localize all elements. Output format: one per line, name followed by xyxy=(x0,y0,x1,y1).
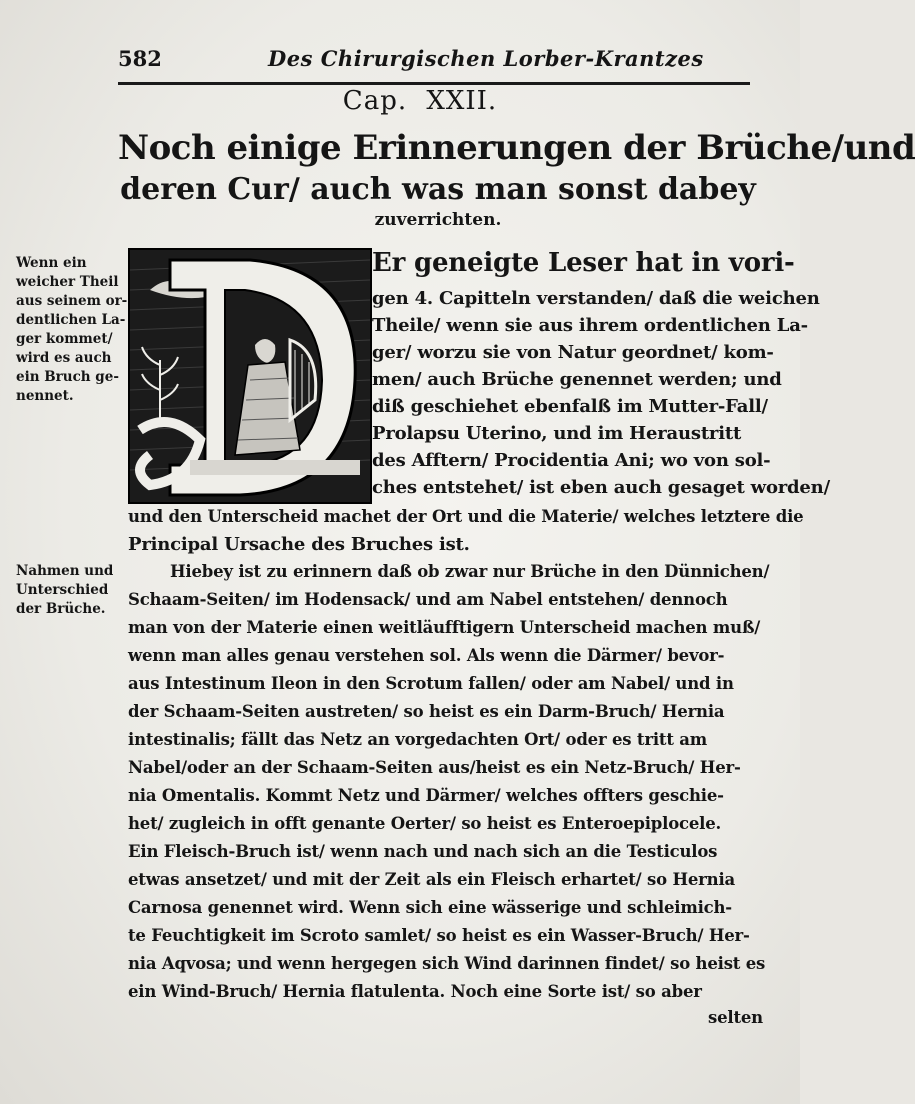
woodcut-initial-illustration xyxy=(130,250,370,502)
margin-note-line: wird es auch xyxy=(16,350,112,366)
chapter-label: Cap. xyxy=(342,86,408,116)
body-line-2: gen 4. Capitteln verstanden/ daß die weichen xyxy=(372,288,820,309)
margin-note-line: ein Bruch ge- xyxy=(16,369,119,385)
chapter-title-line-3: zuverrichten. xyxy=(374,210,502,230)
body-line-23: etwas ansetzet/ und mit der Zeit als ein Fleisch erhartet/ so Hernia xyxy=(128,870,736,889)
woodcut-initial-letter xyxy=(128,248,372,504)
margin-note-line: weicher Theil xyxy=(16,274,119,290)
chapter-title-line-2: deren Cur/ auch was man sonst dabey xyxy=(120,172,756,207)
margin-note-line: Nahmen und xyxy=(16,563,114,579)
body-line-26: nia Aqvosa; und wenn hergegen sich Wind darinnen findet/ so heist es xyxy=(128,954,766,973)
margin-note-line: Wenn ein xyxy=(16,255,87,271)
body-line-27: ein Wind-Bruch/ Hernia flatulenta. Noch eine Sorte ist/ so aber xyxy=(128,982,702,1001)
chapter-number: XXII. xyxy=(426,86,498,116)
body-line-18: intestinalis; fällt das Netz an vorgedachten Ort/ oder es tritt am xyxy=(128,730,708,749)
margin-note-line: dentlichen La- xyxy=(16,312,126,328)
body-line-12: Hiebey ist zu erinnern daß ob zwar nur Brüche in den Dünnichen/ xyxy=(170,562,770,581)
catchword: selten xyxy=(708,1008,763,1027)
body-line-20: nia Omentalis. Kommt Netz und Därmer/ welches offters geschie- xyxy=(128,786,724,805)
body-line-17: der Schaam-Seiten austreten/ so heist es ein Darm-Bruch/ Hernia xyxy=(128,702,725,721)
body-line-25: te Feuchtigkeit im Scroto samlet/ so heist es ein Wasser-Bruch/ Her- xyxy=(128,926,750,945)
page-header xyxy=(118,44,748,76)
body-line-19: Nabel/oder an der Schaam-Seiten aus/heist es ein Netz-Bruch/ Her- xyxy=(128,758,741,777)
chapter-title-line-1: Noch einige Erinnerungen der Brüche/und xyxy=(118,128,915,168)
header-rule xyxy=(118,82,750,85)
body-line-1: Er geneigte Leser hat in vori- xyxy=(372,248,795,278)
body-line-4: ger/ worzu sie von Natur geordnet/ kom- xyxy=(372,342,774,363)
margin-note-line: ger kommet/ xyxy=(16,331,113,347)
margin-note-line: aus seinem or- xyxy=(16,293,128,309)
body-line-6: diß geschiehet ebenfalß im Mutter-Fall/ xyxy=(372,396,768,417)
body-line-14: man von der Materie einen weitläufftigern Unterscheid machen muß/ xyxy=(128,618,761,637)
margin-note-2 xyxy=(16,562,113,619)
body-line-9: ches entstehet/ ist eben auch gesaget worden/ xyxy=(372,477,830,498)
body-line-3: Theile/ wenn sie aus ihrem ordentlichen La- xyxy=(372,315,808,336)
margin-note-1 xyxy=(16,254,127,406)
body-line-22: Ein Fleisch-Bruch ist/ wenn nach und nach sich an die Testiculos xyxy=(128,842,718,861)
body-line-8: des Afftern/ Procidentia Ani; wo von sol- xyxy=(372,450,771,471)
margin-note-line: der Brüche. xyxy=(16,601,106,617)
chapter-heading xyxy=(0,86,800,116)
body-line-16: aus Intestinum Ileon in den Scrotum fallen/ oder am Nabel/ und in xyxy=(128,674,734,693)
body-line-11: Principal Ursache des Bruches ist. xyxy=(128,534,470,555)
body-line-10: und den Unterscheid machet der Ort und die Materie/ welches letztere die xyxy=(128,507,804,526)
page-number: 582 xyxy=(118,46,162,71)
body-line-13: Schaam-Seiten/ im Hodensack/ und am Nabel entstehen/ dennoch xyxy=(128,590,728,609)
margin-note-line: nennet. xyxy=(16,388,74,404)
body-line-7: Prolapsu Uterino, und im Heraustritt xyxy=(372,423,742,444)
body-line-24: Carnosa genennet wird. Wenn sich eine wässerige und schleimich- xyxy=(128,898,732,917)
margin-note-line: Unterschied xyxy=(16,582,109,598)
body-line-5: men/ auch Brüche genennet werden; und xyxy=(372,369,782,390)
body-line-15: wenn man alles genau verstehen sol. Als wenn die Därmer/ bevor- xyxy=(128,646,725,665)
body-line-21: het/ zugleich in offt genante Oerter/ so heist es Enteroepiplocele. xyxy=(128,814,722,833)
running-title: Des Chirurgischen Lorber-Krantzes xyxy=(268,46,704,71)
